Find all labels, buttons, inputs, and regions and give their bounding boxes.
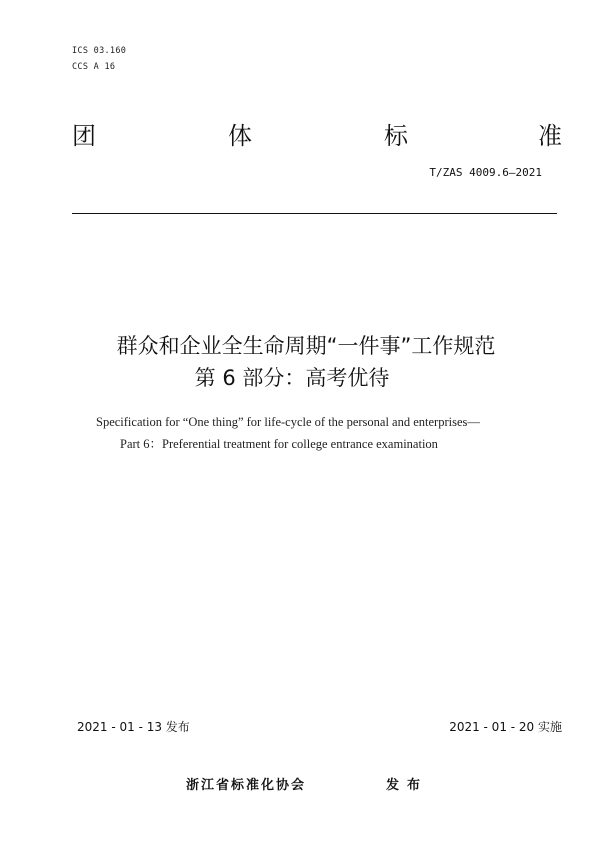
- publish-date: 2021 - 01 - 13 发布: [77, 720, 190, 734]
- ics-code: ICS 03.160: [72, 46, 127, 56]
- implement-date: 2021 - 01 - 20 实施: [449, 720, 562, 734]
- chinese-title-line2: 第 6 部分：高考优待: [194, 366, 390, 390]
- chinese-title-line1: 群众和企业全生命周期“一件事”工作规范: [116, 334, 496, 358]
- issue-label: 发布: [386, 778, 429, 793]
- standard-type-char: 体: [228, 122, 252, 150]
- english-title-line1: Specification for “One thing” for life-cycle of the personal and enterprises—: [96, 415, 480, 429]
- english-title-line2: Part 6：Preferential treatment for college entrance examination: [120, 437, 438, 451]
- standard-number: T/ZAS 4009.6—2021: [429, 166, 542, 179]
- header-divider: [72, 213, 557, 214]
- ccs-code: CCS A 16: [72, 62, 116, 72]
- standard-type-char: 团: [72, 122, 96, 150]
- standard-type-char: 准: [538, 122, 562, 150]
- standard-type-char: 标: [384, 122, 408, 150]
- issuing-organization: 浙江省标准化协会: [186, 778, 307, 793]
